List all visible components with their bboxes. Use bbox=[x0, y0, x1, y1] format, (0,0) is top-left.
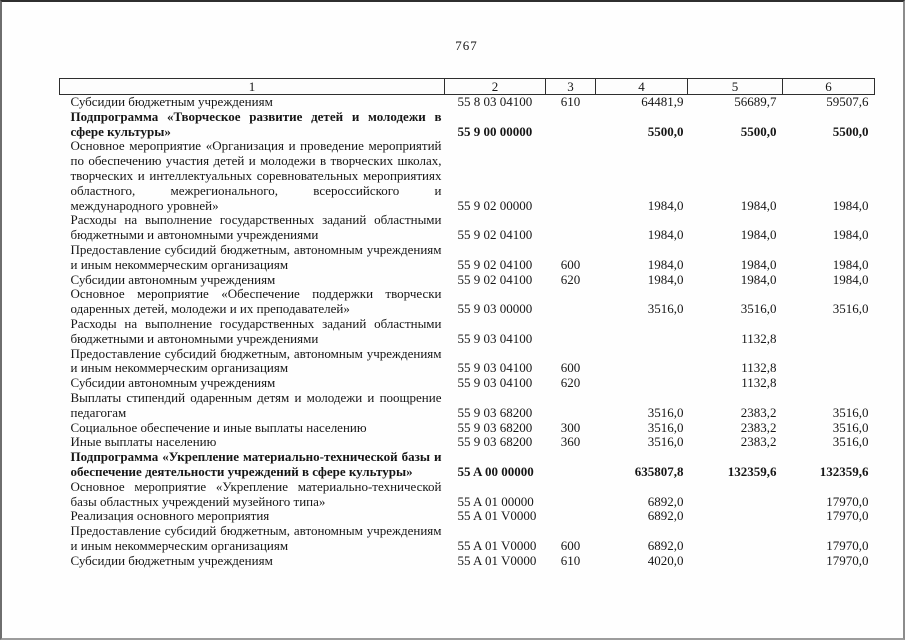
table-row bbox=[60, 95, 875, 110]
row-amount-col4-cell bbox=[596, 347, 688, 377]
table-row bbox=[60, 524, 875, 554]
row-amount-col4-cell: 5500,0 bbox=[647, 123, 684, 139]
row-name-cell: Субсидии автономным учреждениям bbox=[70, 271, 276, 287]
table-row bbox=[60, 139, 875, 213]
row-amount-col6-cell: 3516,0 bbox=[832, 434, 869, 450]
row-expense-type-cell: 360 bbox=[560, 434, 581, 450]
row-code-cell: 55 9 03 68200 bbox=[457, 434, 533, 450]
row-name-cell: Субсидии бюджетным учреждениям bbox=[70, 94, 273, 109]
row-name-cell: Предоставление субсидий бюджетным, автономным учреждениям и иным некоммерческим организациям bbox=[70, 241, 442, 272]
row-amount-col6-cell: 1984,0 bbox=[832, 271, 869, 287]
table-row bbox=[60, 213, 875, 243]
row-expense-type-cell: 600 bbox=[560, 360, 581, 376]
table-row bbox=[60, 421, 875, 436]
row-amount-col6-cell: 3516,0 bbox=[832, 301, 869, 317]
row-expense-type-cell bbox=[546, 391, 596, 421]
row-amount-col4-cell: 6892,0 bbox=[647, 493, 684, 509]
table-row bbox=[60, 110, 875, 140]
row-amount-col6-cell bbox=[783, 317, 875, 347]
column-header-3: 3 bbox=[546, 79, 596, 95]
row-amount-col5-cell bbox=[688, 509, 783, 524]
table-row bbox=[60, 376, 875, 391]
row-amount-col5-cell bbox=[688, 480, 783, 510]
table-row bbox=[60, 287, 875, 317]
table-row bbox=[60, 509, 875, 524]
row-amount-col5-cell bbox=[688, 554, 783, 569]
row-amount-col4-cell: 3516,0 bbox=[647, 301, 684, 317]
row-code-cell: 55 9 00 00000 bbox=[457, 123, 533, 139]
row-amount-col6-cell bbox=[783, 347, 875, 377]
table-row bbox=[60, 317, 875, 347]
row-code-cell: 55 A 01 00000 bbox=[457, 493, 534, 509]
column-header-1: 1 bbox=[60, 79, 445, 95]
row-amount-col6-cell: 5500,0 bbox=[832, 123, 869, 139]
row-code-cell: 55 9 02 04100 bbox=[457, 227, 533, 243]
row-amount-col5-cell: 2383,2 bbox=[740, 419, 777, 435]
row-amount-col4-cell: 6892,0 bbox=[647, 537, 684, 553]
row-amount-col5-cell: 1132,8 bbox=[741, 330, 777, 346]
row-amount-col5-cell: 2383,2 bbox=[740, 404, 777, 420]
row-name-cell: Расходы на выполнение государственных заданий областными бюджетными и автономными учреждениями bbox=[70, 315, 442, 346]
row-name-cell: Основное мероприятие «Укрепление материально-технической базы областных учреждений музейного типа» bbox=[70, 478, 442, 509]
row-amount-col4-cell: 3516,0 bbox=[647, 434, 684, 450]
row-name-cell: Предоставление субсидий бюджетным, автономным учреждениям и иным некоммерческим организациям bbox=[70, 345, 442, 376]
row-code-cell: 55 A 01 V0000 bbox=[457, 552, 537, 568]
row-amount-col5-cell: 1132,8 bbox=[741, 375, 777, 391]
row-name-cell: Субсидии автономным учреждениям bbox=[70, 375, 276, 391]
row-amount-col6-cell: 59507,6 bbox=[826, 94, 869, 109]
row-amount-col5-cell bbox=[688, 524, 783, 554]
row-code-cell: 55 A 01 V0000 bbox=[457, 537, 537, 553]
row-amount-col4-cell bbox=[596, 376, 688, 391]
column-header-2: 2 bbox=[445, 79, 546, 95]
row-amount-col6-cell: 1984,0 bbox=[832, 197, 869, 213]
row-name-cell: Основное мероприятие «Обеспечение поддержки творчески одаренных детей, молодежи и их преподавателей» bbox=[70, 286, 442, 317]
row-name-cell: Субсидии бюджетным учреждениям bbox=[70, 552, 273, 568]
row-expense-type-cell: 610 bbox=[560, 552, 581, 568]
row-name-cell: Расходы на выполнение государственных заданий областными бюджетными и автономными учреждениями bbox=[70, 212, 442, 243]
row-amount-col5-cell: 1984,0 bbox=[740, 227, 777, 243]
row-amount-col4-cell: 1984,0 bbox=[647, 271, 684, 287]
row-expense-type-cell: 620 bbox=[560, 375, 581, 391]
row-code-cell: 55 9 02 00000 bbox=[457, 197, 533, 213]
table-row bbox=[60, 273, 875, 288]
row-amount-col4-cell bbox=[596, 317, 688, 347]
row-code-cell: 55 9 02 04100 bbox=[457, 271, 533, 287]
row-code-cell: 55 9 03 04100 bbox=[457, 360, 533, 376]
row-amount-col4-cell: 1984,0 bbox=[647, 227, 684, 243]
row-amount-col6-cell: 17970,0 bbox=[826, 493, 869, 509]
row-expense-type-cell bbox=[546, 509, 596, 524]
table-row bbox=[60, 435, 875, 450]
table-row bbox=[60, 347, 875, 377]
row-amount-col5-cell: 132359,6 bbox=[727, 463, 777, 479]
row-amount-col6-cell bbox=[783, 376, 875, 391]
budget-table bbox=[59, 78, 875, 569]
row-code-cell: 55 9 03 68200 bbox=[457, 419, 533, 435]
table-row bbox=[60, 450, 875, 480]
row-expense-type-cell bbox=[546, 450, 596, 480]
row-expense-type-cell bbox=[546, 110, 596, 140]
row-code-cell: 55 8 03 04100 bbox=[457, 94, 533, 109]
column-header-5: 5 bbox=[688, 79, 783, 95]
row-expense-type-cell bbox=[546, 139, 596, 213]
table-row bbox=[60, 554, 875, 569]
table-body bbox=[60, 95, 875, 569]
row-name-cell: Основное мероприятие «Организация и проведение мероприятий по обеспечению участия детей и молодежи в творческих школах, творческих и интеллектуальных соревновательных мероприятиях областного, межрегионального, всероссийского и международного уровней» bbox=[70, 138, 442, 213]
column-header-4: 4 bbox=[596, 79, 688, 95]
row-name-cell: Подпрограмма «Творческое развитие детей и молодежи в сфере культуры» bbox=[70, 108, 442, 139]
row-expense-type-cell bbox=[546, 480, 596, 510]
row-amount-col6-cell: 3516,0 bbox=[832, 419, 869, 435]
row-amount-col6-cell: 17970,0 bbox=[826, 552, 869, 568]
row-amount-col6-cell: 1984,0 bbox=[832, 227, 869, 243]
row-code-cell: 55 9 03 68200 bbox=[457, 404, 533, 420]
row-expense-type-cell: 600 bbox=[560, 256, 581, 272]
row-amount-col4-cell: 3516,0 bbox=[647, 404, 684, 420]
row-amount-col5-cell: 3516,0 bbox=[740, 301, 777, 317]
row-name-cell: Предоставление субсидий бюджетным, автономным учреждениям и иным некоммерческим организациям bbox=[70, 523, 442, 553]
page-number: 767 bbox=[455, 38, 478, 53]
column-header-6: 6 bbox=[783, 79, 875, 95]
row-name-cell: Подпрограмма «Укрепление материально-технической базы и обеспечение деятельности учреждений в сфере культуры» bbox=[70, 449, 442, 479]
table-row bbox=[60, 480, 875, 510]
row-amount-col6-cell: 1984,0 bbox=[832, 256, 869, 272]
row-amount-col4-cell: 1984,0 bbox=[647, 256, 684, 272]
row-name-cell: Реализация основного мероприятия bbox=[70, 508, 270, 524]
row-amount-col4-cell: 6892,0 bbox=[647, 508, 684, 524]
row-amount-col4-cell: 3516,0 bbox=[647, 419, 684, 435]
row-amount-col6-cell: 3516,0 bbox=[832, 404, 869, 420]
row-amount-col6-cell: 17970,0 bbox=[826, 508, 869, 524]
row-amount-col5-cell: 1132,8 bbox=[741, 360, 777, 376]
row-expense-type-cell: 610 bbox=[560, 94, 581, 109]
row-amount-col5-cell: 56689,7 bbox=[734, 94, 777, 109]
row-name-cell: Иные выплаты населению bbox=[70, 434, 217, 450]
row-amount-col5-cell: 1984,0 bbox=[740, 256, 777, 272]
row-code-cell: 55 9 02 04100 bbox=[457, 256, 533, 272]
row-code-cell: 55 9 03 04100 bbox=[457, 330, 533, 346]
row-expense-type-cell bbox=[546, 213, 596, 243]
row-code-cell: 55 A 00 00000 bbox=[457, 463, 534, 479]
row-amount-col4-cell: 4020,0 bbox=[647, 552, 684, 568]
row-amount-col5-cell: 1984,0 bbox=[740, 197, 777, 213]
row-name-cell: Социальное обеспечение и иные выплаты населению bbox=[70, 419, 367, 435]
row-amount-col5-cell: 2383,2 bbox=[740, 434, 777, 450]
row-code-cell: 55 9 03 04100 bbox=[457, 375, 533, 391]
row-name-cell: Выплаты стипендий одаренным детям и молодежи и поощрение педагогам bbox=[70, 389, 442, 420]
row-code-cell: 55 A 01 V0000 bbox=[457, 508, 537, 524]
row-amount-col4-cell: 1984,0 bbox=[647, 197, 684, 213]
row-expense-type-cell: 600 bbox=[560, 537, 581, 553]
row-expense-type-cell bbox=[546, 317, 596, 347]
row-expense-type-cell: 300 bbox=[560, 419, 581, 435]
row-amount-col6-cell: 17970,0 bbox=[826, 537, 869, 553]
row-amount-col5-cell: 1984,0 bbox=[740, 271, 777, 287]
row-expense-type-cell: 620 bbox=[560, 271, 581, 287]
row-amount-col5-cell: 5500,0 bbox=[740, 123, 777, 139]
row-expense-type-cell bbox=[546, 287, 596, 317]
row-amount-col4-cell: 64481,9 bbox=[641, 94, 684, 109]
row-code-cell: 55 9 03 00000 bbox=[457, 301, 533, 317]
row-amount-col6-cell: 132359,6 bbox=[819, 463, 869, 479]
table-row bbox=[60, 391, 875, 421]
table-header-row bbox=[60, 79, 875, 95]
table-row bbox=[60, 243, 875, 273]
row-amount-col4-cell: 635807,8 bbox=[634, 463, 684, 479]
